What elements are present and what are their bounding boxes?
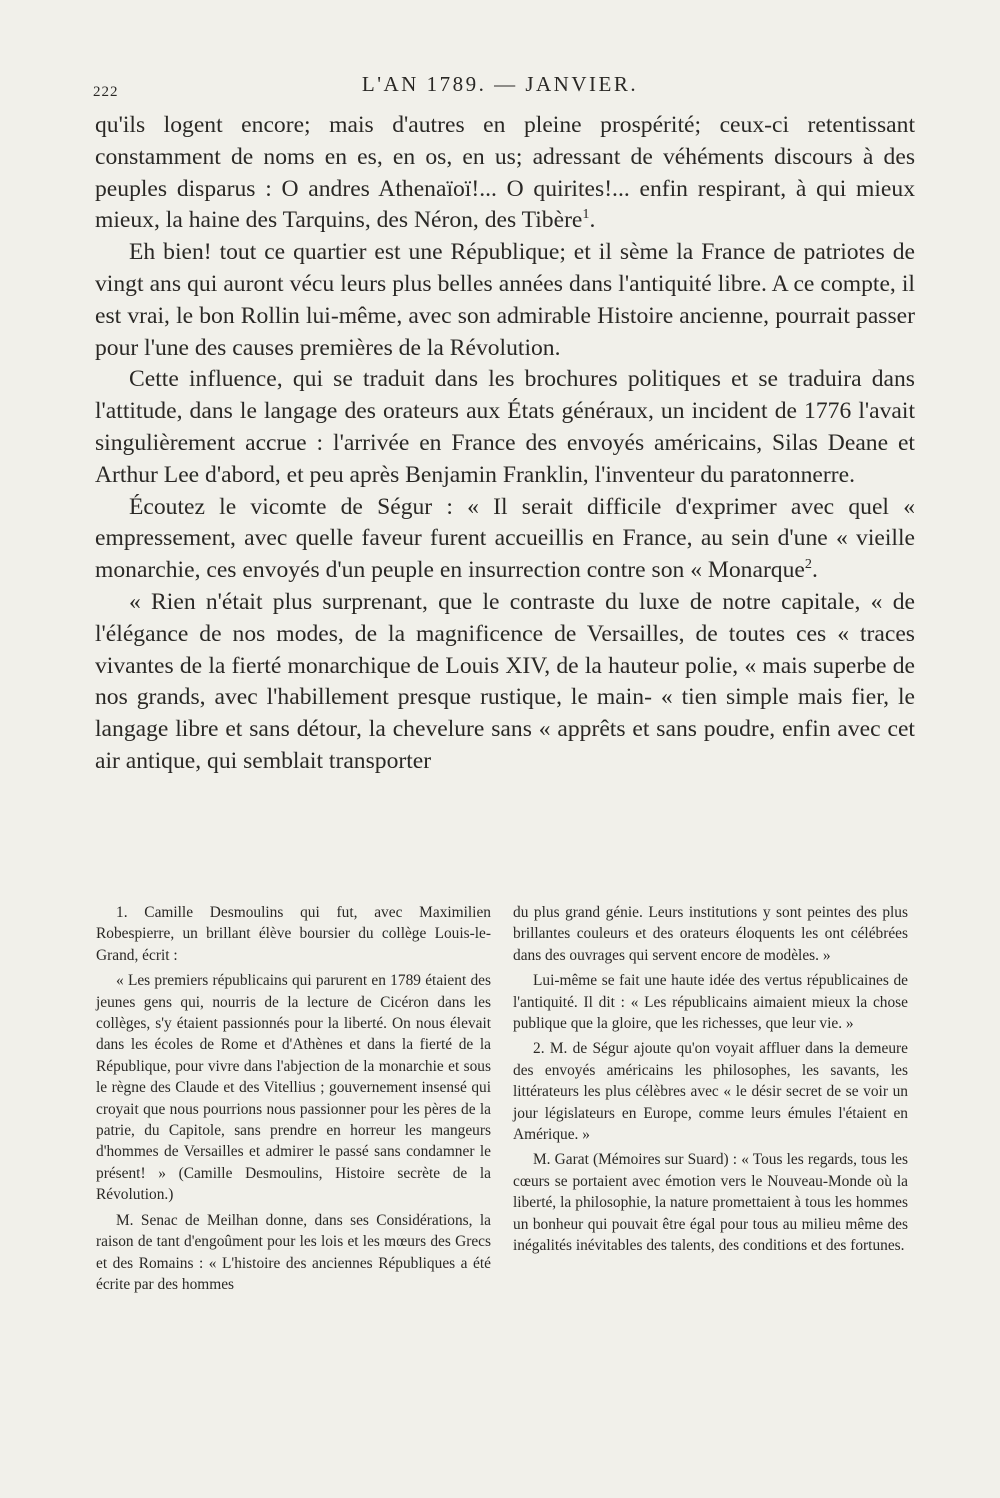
footnotes-right-column [513, 902, 908, 1261]
footnote-1-senac-continued: du plus grand génie. Leurs institutions y sont peintes des plus brillantes couleurs et des orateurs éloquents les ont célébrées dans des ouvrages qui servent encore de modèles. » [513, 904, 908, 964]
paragraph-1 [95, 110, 915, 237]
footnote-1: 1. Camille Desmoulins qui fut, avec Maximilien Robespierre, un brillant élève boursier du collège Louis-le-Grand, écrit : [96, 904, 491, 964]
footnote-1-senac-comment: Lui-même se fait une haute idée des vertus républicaines de l'antiquité. Il dit : « Les républicains aimaient mieux la chose publique que la gloire, que les richesses, que leur vie. » [513, 972, 908, 1033]
footnote-1-senac: M. Senac de Meilhan donne, dans ses Considérations, la raison de tant d'engoûment pour les lois et les mœurs des Grecs et des Romains : « L'histoire des anciennes Républiques a été écrite par des hommes [96, 1211, 491, 1293]
paragraph-2: Eh bien! tout ce quartier est une République; et il sème la France de patriotes de vingt ans qui auront vécu leurs plus belles années dans l'antiquité libre. A ce compte, il est vrai, le bon Rollin lui-même, avec son admirable Histoire ancienne, pourrait passer pour l'une des causes premières de la Révolution. [95, 239, 915, 361]
paragraph-3: Cette influence, qui se traduit dans les brochures politiques et se traduira dans l'attitude, dans le langage des orateurs aux États généraux, un incident de 1776 l'avait singulièrement accrue : l'arrivée en France des envoyés américains, Silas Deane et Arthur Lee d'abord, et peu après Benjamin Franklin, l'inventeur du paratonnerre. [95, 366, 915, 488]
footnote-ref-2: 2 [804, 556, 812, 573]
footnote-ref-1: 1 [582, 206, 590, 223]
footnote-1-quote: « Les premiers républicains qui parurent en 1789 étaient des jeunes gens qui, nourris de la lecture de Cicéron dans les collèges, s'y étaient passionnés pour la liberté. On nous élevait dans les écoles de Rome et d'Athènes et dans la fierté de la République, pour vivre dans l'abjection de la monarchie et sous le règne des Claude et des Vitellius ; gouvernement insensé qui croyait que nous pourrions nous passionner pour les pères de la patrie, du Capitole, sans prendre en horreur les mangeurs d'hommes de Versailles et admirer le passé sans condamner le présent! » (Camille Desmoulins, Histoire secrète de la Révolution.) [96, 972, 491, 1204]
footnotes-left-column [96, 902, 491, 1299]
footnote-2-garat: M. Garat (Mémoires sur Suard) : « Tous les regards, tous les cœurs se portaient avec émotion vers le Nouveau-Monde où la liberté, la philosophie, la nature promettaient à tous les hommes un bonheur qui pouvait être égal pour tous au milieu même des inégalités inévitables des talents, des conditions et des fortunes. [513, 1151, 908, 1255]
paragraph-4-text: Écoutez le vicomte de Ségur : « Il serait difficile d'exprimer avec quel « empressement, avec quelle faveur furent accueillis en France, au sein d'une « vieille monarchie, ces envoyés d'un peuple en insurrection contre son « Monarque [95, 493, 915, 584]
paragraph-1-end: . [589, 207, 596, 234]
footnote-2: 2. M. de Ségur ajoute qu'on voyait affluer dans la demeure des envoyés américains les philosophes, les savants, les littérateurs les plus célèbres avec « le désir secret de se voir un jour législateurs en Europe, comme leurs émules l'étaient en Amérique. » [513, 1040, 908, 1144]
main-text [95, 110, 915, 778]
paragraph-4-end: . [811, 557, 818, 584]
paragraph-1-text: qu'ils logent encore; mais d'autres en pleine prospérité; ceux-ci retentissant constamment de noms en es, en os, en us; adressant de véhéments discours à des peuples disparus : O andres Athenaïoï!... O quirites!... enfin respirant, à qui mieux mieux, la haine des Tarquins, des Néron, des Tibère [95, 112, 915, 234]
paragraph-5: « Rien n'était plus surprenant, que le contraste du luxe de notre capitale, « de l'élégance de nos modes, de la magnificence de Versailles, de toutes ces « traces vivantes de la fierté monarchique de Louis XIV, de la hauteur polie, « mais superbe de nos grands, avec l'habillement presque rustique, le main- « tien simple mais fier, le langage libre et sans détour, la chevelure sans « apprêts et sans poudre, enfin avec cet air antique, qui semblait transporter [95, 588, 915, 774]
paragraph-4 [95, 492, 915, 587]
page-number: 222 [93, 84, 119, 100]
running-head: L'AN 1789. — JANVIER. [361, 72, 639, 96]
